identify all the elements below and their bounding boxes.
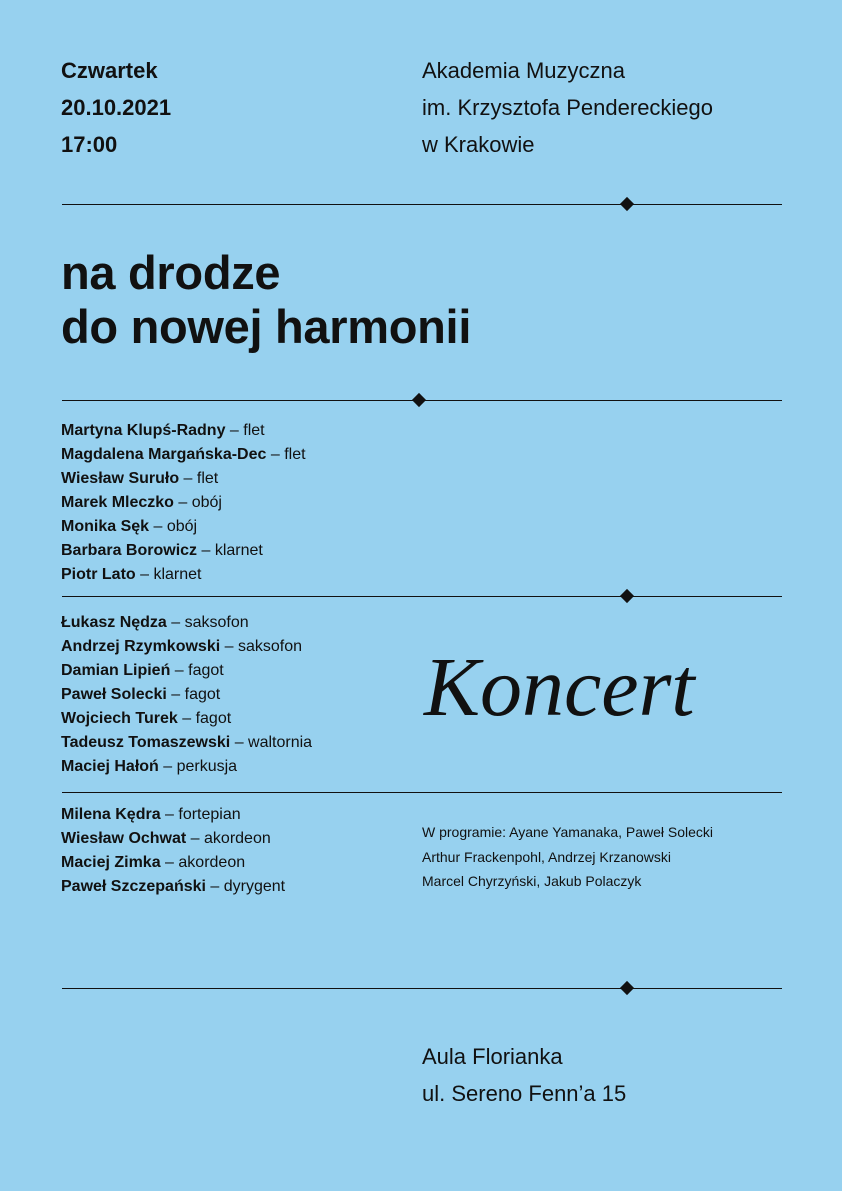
program-line-1: W programie: Ayane Yamanaka, Paweł Solecki — [422, 824, 714, 840]
performer-row — [61, 419, 306, 443]
venue-name: Aula Florianka — [422, 1044, 563, 1069]
performer-row — [61, 563, 306, 587]
performer-row — [61, 443, 306, 467]
performer-row — [61, 707, 312, 731]
performer-name: Maciej Hałoń — [61, 758, 159, 775]
performer-role: – flet — [266, 446, 306, 463]
performer-row — [61, 803, 285, 827]
event-datetime — [61, 52, 171, 163]
performer-name: Maciej Zimka — [61, 854, 161, 871]
performer-row — [61, 731, 312, 755]
performer-role: – fagot — [170, 662, 224, 679]
performer-row — [61, 875, 285, 899]
institution-line-2: im. Krzysztofa Pendereckiego — [422, 95, 714, 120]
performer-name: Magdalena Margańska-Dec — [61, 446, 267, 463]
performer-role: – fortepian — [160, 806, 241, 823]
diamond-marker-3 — [620, 589, 634, 603]
performer-name: Wojciech Turek — [61, 710, 178, 727]
performer-role: – klarnet — [197, 542, 263, 559]
performer-role: – perkusja — [158, 758, 238, 775]
performer-row — [61, 755, 312, 779]
performer-role: – dyrygent — [205, 878, 286, 895]
performer-row — [61, 515, 306, 539]
venue — [422, 1038, 626, 1112]
institution-line-3: w Krakowie — [422, 132, 535, 157]
performer-role: – obój — [173, 494, 222, 511]
diamond-marker-1 — [620, 197, 634, 211]
performer-role: – fagot — [166, 686, 221, 703]
concert-title — [61, 246, 471, 354]
diamond-marker-4 — [620, 981, 634, 995]
diamond-marker-2 — [412, 393, 426, 407]
performer-name: Andrzej Rzymkowski — [61, 638, 221, 655]
performer-role: – obój — [149, 518, 198, 535]
performer-row — [61, 467, 306, 491]
divider-1 — [62, 204, 782, 205]
event-time: 17:00 — [61, 132, 118, 157]
performer-name: Barbara Borowicz — [61, 542, 198, 559]
performers-group-1 — [61, 419, 306, 587]
performers-group-3 — [61, 803, 285, 899]
performer-name: Paweł Solecki — [61, 686, 167, 703]
event-day: Czwartek — [61, 58, 158, 83]
performer-row — [61, 827, 285, 851]
performer-row — [61, 611, 312, 635]
divider-4 — [62, 792, 782, 793]
title-line-1: na drodze — [61, 246, 281, 299]
performer-name: Paweł Szczepański — [61, 878, 206, 895]
title-line-2: do nowej harmonii — [61, 300, 472, 353]
performer-row — [61, 851, 285, 875]
performer-name: Piotr Lato — [61, 566, 136, 583]
performer-name: Milena Kędra — [61, 806, 161, 823]
performer-name: Damian Lipień — [61, 662, 171, 679]
performer-role: – waltornia — [230, 734, 313, 751]
program-line-2: Arthur Frackenpohl, Andrzej Krzanowski — [422, 848, 671, 865]
performer-row — [61, 539, 306, 563]
performer-row — [61, 635, 312, 659]
institution — [422, 52, 713, 163]
venue-address: ul. Sereno Fenn’a 15 — [422, 1081, 627, 1106]
program-info — [422, 820, 713, 894]
performer-name: Wiesław Suruło — [61, 470, 180, 487]
performer-name: Martyna Klupś-Radny — [61, 422, 226, 439]
performer-role: – saksofon — [220, 638, 302, 655]
performer-name: Wiesław Ochwat — [61, 830, 187, 847]
program-line-3: Marcel Chyrzyński, Jakub Polaczyk — [422, 873, 642, 889]
koncert-heading: Koncert — [424, 641, 695, 734]
performer-role: – flet — [225, 422, 265, 439]
performer-name: Monika Sęk — [61, 518, 150, 535]
performer-role: – saksofon — [166, 614, 249, 631]
performer-row — [61, 683, 312, 707]
performer-role: – akordeon — [186, 830, 271, 847]
performers-group-2 — [61, 611, 312, 779]
performer-role: – fagot — [177, 710, 232, 727]
divider-5 — [62, 988, 782, 989]
performer-row — [61, 491, 306, 515]
performer-role: – flet — [179, 470, 219, 487]
event-date: 20.10.2021 — [61, 95, 172, 120]
performer-role: – akordeon — [160, 854, 246, 871]
performer-role: – klarnet — [135, 566, 202, 583]
performer-name: Łukasz Nędza — [61, 614, 167, 631]
institution-line-1: Akademia Muzyczna — [422, 58, 625, 83]
performer-name: Tadeusz Tomaszewski — [61, 734, 231, 751]
divider-3 — [62, 596, 782, 597]
performer-name: Marek Mleczko — [61, 494, 174, 511]
performer-row — [61, 659, 312, 683]
